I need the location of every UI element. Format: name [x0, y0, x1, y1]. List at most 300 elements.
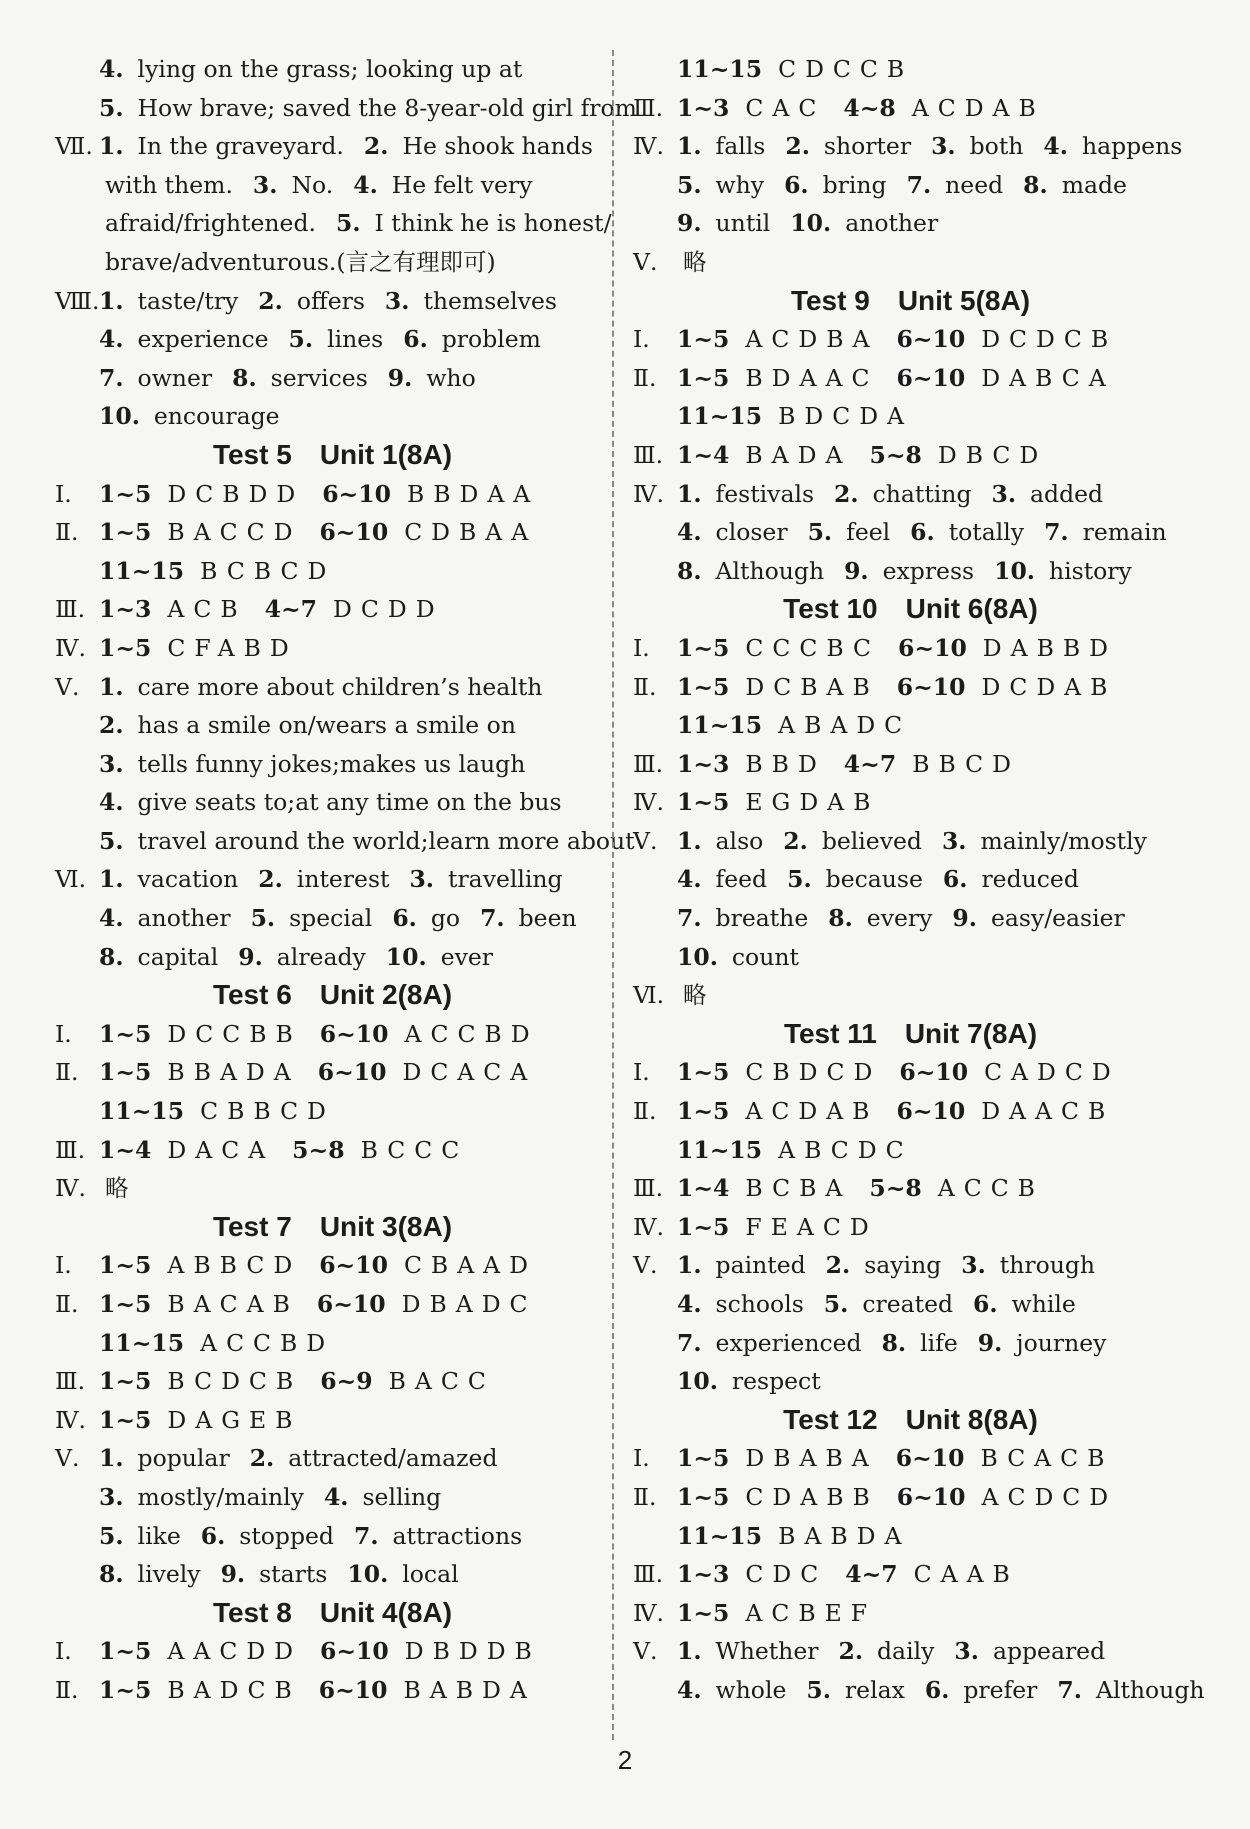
answer-row: [633, 1671, 1205, 1710]
answer-text: reduced: [981, 865, 1079, 894]
answer-letters: BCBA: [745, 1174, 852, 1203]
answer-text: give seats to;at any time on the bus: [137, 788, 562, 817]
answer-letters: ACCBD: [200, 1328, 335, 1357]
item-range: 6~10: [899, 1058, 969, 1087]
test-label: Test 11: [783, 1017, 877, 1049]
answer-text: express: [882, 556, 975, 585]
test-label: Test 9: [790, 284, 870, 316]
answer-text: easy/easier: [990, 904, 1125, 933]
item-number: 5.: [99, 93, 124, 122]
section-title: [55, 1208, 610, 1247]
item-number: 6.: [200, 1521, 226, 1550]
item-number: 1.: [677, 132, 702, 161]
answer-letters: CCCBC: [745, 633, 881, 662]
answer-row: [633, 436, 1188, 475]
answer-row: [633, 1208, 1188, 1247]
answer-text: schools: [715, 1290, 804, 1318]
item-number: 10.: [385, 942, 427, 971]
section-numeral: Ⅳ.: [633, 1212, 664, 1241]
test-label: Test 10: [783, 593, 878, 625]
item-number: 5.: [806, 1675, 831, 1704]
item-range: 1~5: [677, 1444, 730, 1473]
unit-label: Unit 4(8A): [319, 1596, 453, 1628]
answer-text: like: [137, 1521, 181, 1550]
answer-row: [55, 1671, 610, 1710]
answer-text: saying: [864, 1251, 942, 1280]
answer-letters: DAGEB: [167, 1405, 302, 1434]
answer-row: [633, 1517, 1188, 1556]
answer-letters: EGDAB: [745, 788, 880, 817]
answer-row: [633, 668, 1188, 707]
item-number: 6.: [403, 325, 428, 354]
section-numeral: Ⅲ.: [55, 595, 86, 624]
answer-text: until: [715, 209, 771, 238]
answer-text: every: [866, 904, 933, 933]
item-number: 10.: [677, 1367, 718, 1396]
section-title: [55, 1594, 610, 1633]
section-numeral: Ⅳ.: [55, 1405, 86, 1434]
answer-text: mostly/mainly: [137, 1482, 304, 1511]
item-range: 6~10: [896, 363, 966, 392]
answer-letters: BBCD: [912, 749, 1020, 778]
unit-label: Unit 7(8A): [904, 1017, 1038, 1049]
answer-row: [55, 1131, 610, 1170]
answer-row: [633, 204, 1188, 243]
answer-letters: DCBDD: [167, 479, 305, 508]
section-numeral: Ⅳ.: [633, 788, 664, 817]
answer-letters: BDAAC: [745, 363, 879, 392]
section-numeral: Ⅵ.: [55, 865, 87, 894]
answer-text: already: [276, 942, 366, 971]
item-range: 6~10: [896, 325, 966, 354]
section-title: [55, 976, 610, 1015]
item-number: 2.: [825, 1251, 851, 1280]
answer-letters: BCDCB: [167, 1367, 303, 1396]
item-range: 1~3: [677, 93, 730, 122]
section-numeral: Ⅳ.: [633, 479, 664, 508]
answer-row: [633, 1324, 1188, 1363]
answer-letters: BCCC: [360, 1135, 469, 1164]
answer-row: [633, 397, 1188, 436]
section-numeral: Ⅷ.: [55, 286, 100, 315]
answer-letters: AACDD: [167, 1637, 303, 1666]
item-number: 6.: [924, 1675, 950, 1704]
answer-text: experienced: [715, 1328, 862, 1357]
answer-text: closer: [715, 518, 788, 547]
item-number: 4.: [677, 1290, 702, 1318]
item-number: 4.: [353, 170, 378, 199]
answer-text: painted: [715, 1251, 806, 1280]
item-range: 1~3: [99, 595, 152, 624]
answer-letters: CBDCD: [745, 1058, 882, 1087]
answer-text: created: [862, 1290, 954, 1318]
answer-letters: DCCBB: [167, 1019, 302, 1048]
item-range: 6~10: [319, 1251, 388, 1280]
item-range: 11~15: [99, 1328, 185, 1357]
section-numeral: Ⅴ.: [633, 1251, 658, 1280]
item-range: 11~15: [677, 55, 763, 83]
item-number: 8.: [677, 556, 702, 585]
answer-text: lively: [137, 1560, 201, 1589]
answer-letters: ABADC: [778, 711, 912, 740]
answer-row: [55, 783, 610, 822]
answer-text: Although: [715, 556, 825, 585]
section-numeral: Ⅲ.: [633, 1174, 664, 1203]
item-number: 1.: [99, 132, 124, 161]
answer-row: [55, 668, 610, 707]
answer-row: [55, 552, 610, 591]
answer-row: [55, 1439, 610, 1478]
answer-letters: DABCA: [981, 363, 1115, 392]
item-number: 8.: [1023, 170, 1048, 199]
item-number: 9.: [220, 1560, 246, 1589]
answer-text: festivals: [715, 479, 815, 508]
answer-row: [55, 1478, 610, 1517]
answer-letters: DBDDB: [404, 1637, 541, 1666]
answer-text: attracted/amazed: [288, 1444, 498, 1473]
item-number: 9.: [387, 363, 413, 392]
item-number: 8.: [99, 942, 124, 971]
answer-row: [633, 938, 1188, 977]
answer-text: has a smile on/wears a smile on: [137, 711, 516, 740]
item-number: 10.: [99, 402, 140, 431]
answer-text: been: [518, 904, 577, 933]
answer-text: happens: [1081, 132, 1183, 161]
answer-row: [55, 706, 610, 745]
answer-text: attractions: [392, 1521, 523, 1550]
answer-row: [633, 1285, 1188, 1324]
answer-row: [55, 860, 610, 899]
item-number: 1.: [677, 479, 702, 508]
section-numeral: Ⅳ.: [55, 633, 86, 662]
item-range: 6~10: [895, 1444, 965, 1473]
answer-row: [633, 1169, 1188, 1208]
item-number: 7.: [677, 904, 702, 933]
answer-text: journey: [1016, 1328, 1107, 1357]
answer-text: prefer: [963, 1675, 1038, 1704]
answer-row: [633, 320, 1188, 359]
answer-text: special: [289, 904, 373, 933]
answer-text: stopped: [239, 1521, 334, 1550]
answer-letters: CADCD: [984, 1058, 1120, 1087]
answer-text: No.: [291, 170, 334, 199]
answer-text: travelling: [448, 865, 563, 894]
answer-row: [633, 1594, 1188, 1633]
item-range: 1~5: [677, 1212, 730, 1241]
answer-row: [633, 783, 1188, 822]
answer-row: [55, 204, 610, 243]
answer-text: relax: [844, 1675, 905, 1704]
answer-letters: CBAAD: [403, 1251, 537, 1280]
answer-row: [633, 552, 1188, 591]
section-numeral: Ⅰ.: [633, 325, 650, 354]
item-range: 5~8: [869, 440, 922, 469]
item-number: 1.: [99, 1444, 124, 1473]
section-numeral: Ⅴ.: [55, 1444, 80, 1473]
answer-row: [55, 359, 610, 398]
item-number: 3.: [954, 1637, 979, 1666]
item-number: 3.: [384, 286, 410, 315]
item-range: 11~15: [99, 556, 185, 585]
answer-letters: DAACB: [981, 1097, 1115, 1126]
answer-row: [55, 475, 610, 514]
unit-label: Unit 8(8A): [905, 1403, 1038, 1435]
item-range: 1~5: [677, 363, 730, 392]
item-number: 5.: [823, 1290, 849, 1318]
section-numeral: Ⅴ.: [633, 1637, 658, 1666]
item-number: 3.: [409, 865, 434, 894]
answer-letters: FEACD: [745, 1212, 878, 1241]
section-numeral: Ⅴ.: [633, 247, 658, 276]
answer-text: 略: [683, 247, 707, 276]
item-number: 6.: [784, 170, 809, 199]
item-range: 1~5: [677, 1482, 730, 1511]
test-label: Test 12: [783, 1403, 878, 1435]
answer-text: also: [715, 826, 764, 855]
answer-text: with them.: [105, 170, 233, 199]
item-range: 1~5: [99, 1290, 152, 1318]
answer-text: totally: [948, 518, 1025, 547]
answer-letters: CBBCD: [200, 1097, 335, 1126]
answer-letters: CDBAA: [404, 518, 538, 547]
answer-letters: BBDAA: [406, 479, 540, 508]
item-number: 7.: [480, 904, 505, 933]
item-number: 5.: [99, 1521, 124, 1550]
item-number: 8.: [828, 904, 853, 933]
answer-row: [633, 822, 1188, 861]
item-range: 1~5: [99, 1058, 152, 1087]
item-number: 4.: [99, 788, 124, 817]
item-number: 5.: [99, 826, 124, 855]
section-numeral: Ⅰ.: [633, 1058, 650, 1087]
item-number: 9.: [977, 1328, 1003, 1357]
item-range: 1~4: [677, 1174, 730, 1203]
answer-row: [55, 1285, 610, 1324]
answer-text: breathe: [715, 904, 809, 933]
item-number: 10.: [347, 1560, 389, 1589]
answer-text: while: [1011, 1290, 1076, 1318]
item-range: 1~5: [99, 479, 152, 508]
answer-row: [55, 822, 635, 861]
answer-text: feed: [715, 865, 768, 894]
item-range: 4~7: [264, 595, 318, 624]
answer-row: [633, 1439, 1188, 1478]
unit-label: Unit 3(8A): [319, 1210, 453, 1242]
answer-row: [55, 243, 610, 282]
item-number: 4.: [677, 865, 702, 894]
section-numeral: Ⅰ.: [633, 633, 650, 662]
answer-letters: DCDAB: [981, 672, 1117, 701]
left-column: [55, 50, 637, 1710]
item-number: 1.: [99, 672, 124, 701]
section-numeral: Ⅲ.: [55, 1367, 86, 1396]
column-divider: [612, 50, 614, 1740]
section-numeral: Ⅱ.: [55, 1675, 79, 1704]
answer-text: I think he is honest/: [374, 209, 612, 238]
answer-letters: BBD: [745, 749, 826, 778]
answer-letters: BABDA: [778, 1521, 911, 1550]
answer-text: made: [1061, 170, 1127, 199]
answer-letters: CFABD: [167, 633, 298, 662]
test-label: Test 6: [212, 979, 292, 1011]
section-numeral: Ⅴ.: [633, 826, 658, 855]
answer-row: [633, 513, 1188, 552]
item-range: 1~5: [677, 1097, 730, 1126]
section-numeral: Ⅱ.: [633, 672, 657, 701]
item-number: 6.: [392, 904, 417, 933]
answer-text: care more about children’s health: [137, 672, 543, 701]
item-range: 1~5: [677, 325, 730, 354]
answer-text: He shook hands: [402, 132, 593, 161]
item-number: 1.: [677, 826, 702, 855]
item-number: 10.: [677, 942, 718, 971]
unit-label: Unit 6(8A): [905, 593, 1038, 625]
answer-row: [633, 1131, 1188, 1170]
answer-text: life: [920, 1328, 958, 1357]
answer-letters: DCBAB: [745, 672, 879, 701]
item-number: 6.: [973, 1290, 998, 1318]
answer-letters: BABDA: [403, 1675, 536, 1704]
item-range: 6~9: [320, 1367, 373, 1396]
answer-row: [55, 899, 610, 938]
answer-text: Whether: [715, 1637, 819, 1666]
answer-text: bring: [822, 170, 887, 199]
item-range: 6~10: [896, 1482, 966, 1511]
item-range: 1~5: [99, 1019, 152, 1048]
answer-text: mainly/mostly: [980, 826, 1147, 855]
answer-text: Although: [1095, 1675, 1205, 1704]
item-range: 1~5: [99, 1367, 152, 1396]
page-number: 2: [617, 1745, 633, 1775]
answer-letters: BACCD: [167, 518, 302, 547]
item-number: 5.: [288, 325, 314, 354]
answer-text: problem: [441, 325, 541, 354]
answer-text: appeared: [992, 1637, 1106, 1666]
answer-row: [633, 127, 1188, 166]
answer-letters: ACCBD: [404, 1019, 539, 1048]
item-number: 10.: [994, 556, 1035, 585]
item-number: 7.: [1044, 518, 1069, 547]
section-numeral: Ⅰ.: [55, 479, 72, 508]
answer-text: shorter: [823, 132, 912, 161]
answer-text: feel: [846, 518, 891, 547]
answer-text: services: [270, 363, 368, 392]
item-number: 6.: [910, 518, 935, 547]
answer-letters: BDCDA: [778, 402, 914, 431]
answer-letters: ABBCD: [167, 1251, 302, 1280]
item-number: 4.: [99, 325, 124, 354]
answer-text: another: [137, 904, 231, 933]
item-number: 3.: [961, 1251, 986, 1280]
item-number: 6.: [942, 865, 968, 894]
answer-text: interest: [296, 865, 390, 894]
answer-row: [55, 1517, 610, 1556]
section-numeral: Ⅱ.: [633, 1097, 657, 1126]
answer-letters: ACDAB: [745, 1097, 879, 1126]
item-number: 2.: [783, 826, 808, 855]
item-number: 3.: [99, 749, 124, 778]
answer-text: capital: [137, 942, 219, 971]
item-number: 1.: [677, 1251, 702, 1280]
answer-letters: CDCCB: [778, 55, 914, 83]
answer-text: offers: [296, 286, 365, 315]
answer-text: who: [426, 363, 476, 392]
item-number: 2.: [99, 711, 124, 740]
test-label: Test 5: [212, 438, 292, 470]
item-number: 7.: [677, 1328, 702, 1357]
item-range: 1~3: [677, 749, 730, 778]
section-numeral: Ⅲ.: [633, 93, 664, 122]
answer-text: 略: [105, 1174, 129, 1203]
item-number: 3.: [99, 1482, 124, 1511]
item-range: 4~7: [843, 749, 897, 778]
item-number: 8.: [99, 1560, 124, 1589]
answer-text: believed: [821, 826, 922, 855]
item-number: 8.: [232, 363, 257, 392]
answer-row: [55, 397, 610, 436]
item-range: 6~10: [320, 1637, 389, 1666]
item-number: 5.: [250, 904, 276, 933]
item-number: 1.: [677, 1637, 702, 1666]
item-range: 11~15: [677, 1521, 763, 1550]
item-range: 6~10: [319, 1019, 389, 1048]
answer-text: added: [1030, 479, 1104, 508]
unit-label: Unit 5(8A): [897, 284, 1031, 316]
item-range: 11~15: [677, 1135, 763, 1164]
answer-row: [55, 590, 610, 629]
answer-text: respect: [731, 1367, 821, 1396]
section-numeral: Ⅰ.: [55, 1251, 72, 1280]
answer-letters: BCBCD: [200, 556, 336, 585]
answer-text: both: [969, 132, 1024, 161]
answer-row: [55, 1632, 610, 1671]
answer-row: [55, 1362, 610, 1401]
answer-row: [633, 899, 1188, 938]
answer-text: count: [731, 942, 799, 971]
answer-text: why: [715, 170, 765, 199]
answer-row: [633, 745, 1188, 784]
item-number: 4.: [1043, 132, 1068, 161]
answer-text: through: [999, 1251, 1096, 1280]
answer-text: because: [825, 865, 923, 894]
answer-text: whole: [715, 1675, 787, 1704]
answer-letters: DCDCB: [981, 325, 1118, 354]
answer-text: tells funny jokes;makes us laugh: [137, 749, 526, 778]
answer-text: lying on the grass; looking up at: [137, 55, 523, 83]
item-range: 1~5: [99, 1637, 152, 1666]
answer-text: encourage: [153, 402, 280, 431]
item-number: 2.: [785, 132, 810, 161]
section-numeral: Ⅴ.: [55, 672, 80, 701]
answer-text: How brave; saved the 8-year-old girl from: [137, 93, 637, 122]
item-range: 4~8: [843, 93, 896, 122]
answer-text: remain: [1082, 518, 1167, 547]
answer-letters: BCACB: [980, 1444, 1114, 1473]
answer-text: daily: [877, 1637, 935, 1666]
section-numeral: Ⅱ.: [633, 1482, 657, 1511]
item-number: 9.: [844, 556, 869, 585]
answer-row: [55, 89, 637, 128]
item-range: 1~4: [677, 440, 730, 469]
answer-letters: BBADA: [167, 1058, 300, 1087]
answer-text: another: [845, 209, 939, 238]
answer-text: He felt very: [391, 170, 533, 199]
item-range: 1~5: [99, 633, 152, 662]
item-number: 10.: [790, 209, 832, 238]
answer-letters: DCACA: [402, 1058, 537, 1087]
item-range: 6~10: [896, 1097, 966, 1126]
item-number: 2.: [834, 479, 859, 508]
